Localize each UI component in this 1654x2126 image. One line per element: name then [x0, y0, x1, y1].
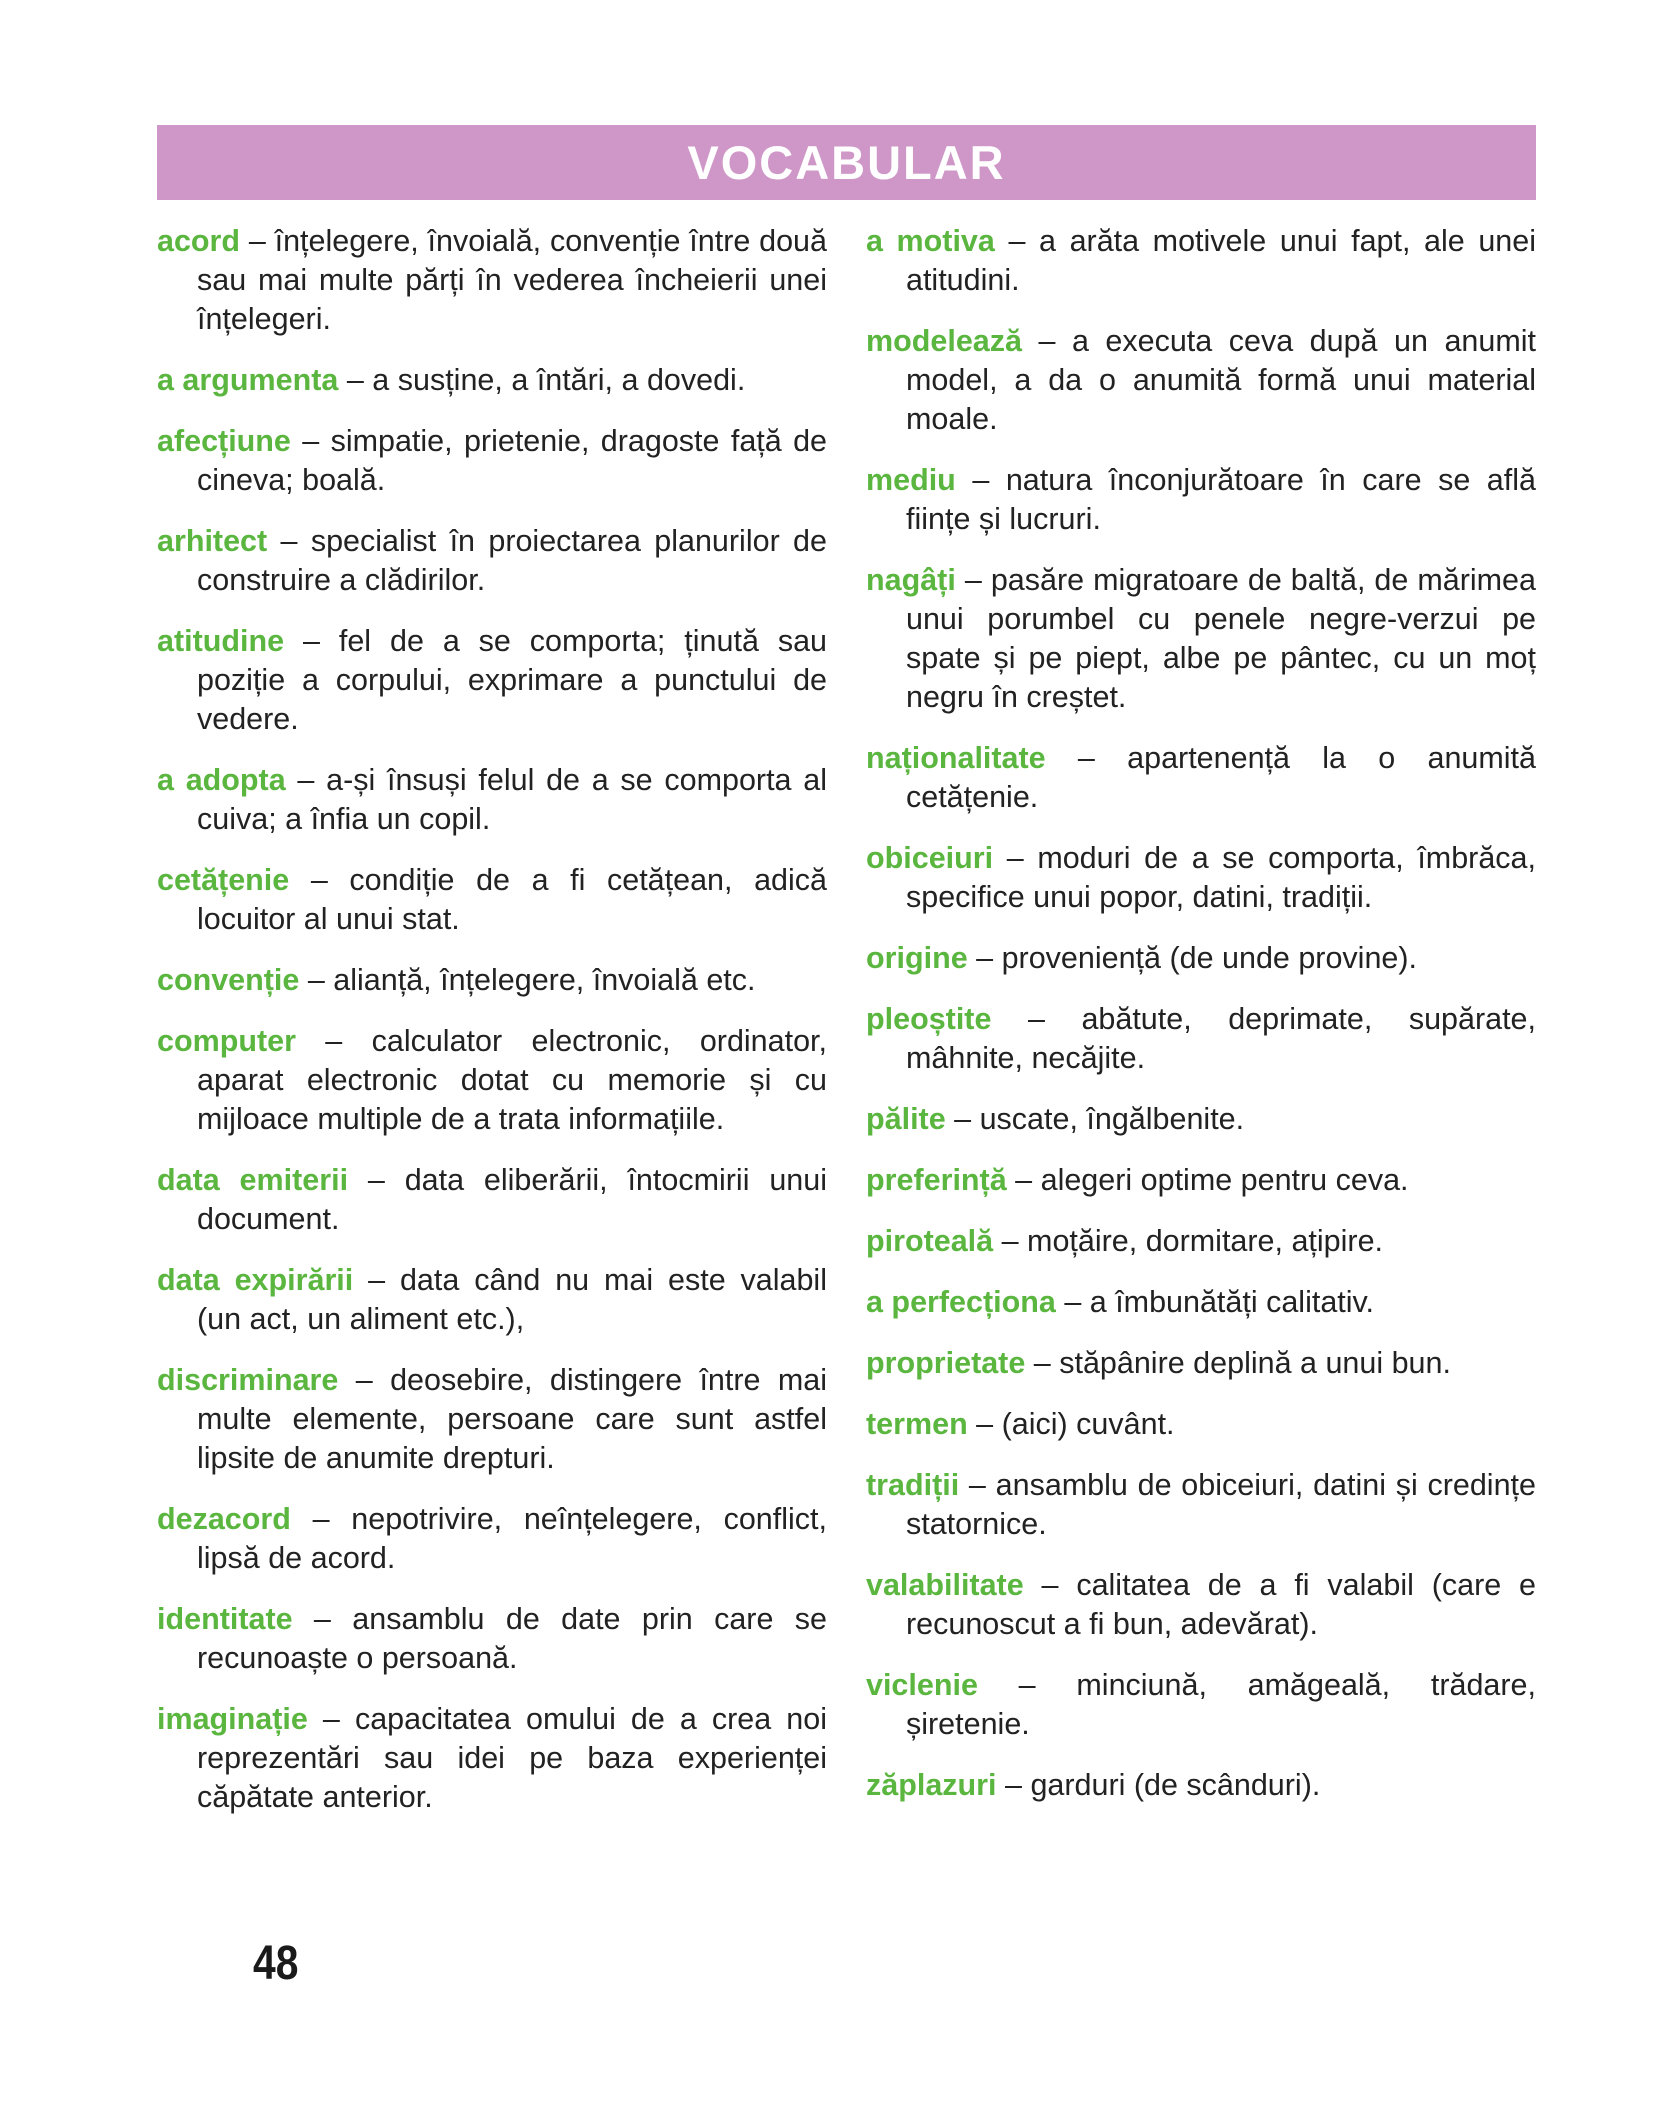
glossary-definition: minciună, amăgeală, trădare, șiretenie. — [906, 1668, 1536, 1741]
glossary-definition: apartenență la o anumită cetățenie. — [906, 741, 1536, 814]
glossary-term: preferință — [866, 1163, 1007, 1197]
glossary-definition: natura înconjurătoare în care se află ființe și lucruri. — [906, 463, 1536, 536]
glossary-separator: – — [284, 624, 339, 658]
glossary-term: pălite — [866, 1102, 946, 1136]
glossary-term: arhitect — [157, 524, 268, 558]
glossary-entry — [157, 1361, 827, 1478]
glossary-entry — [866, 322, 1536, 439]
glossary-definition: ansamblu de obiceiuri, datini și credințe statornice. — [906, 1468, 1536, 1541]
glossary-definition: a executa ceva după un anumit model, a da o anumită formă unui material moale. — [906, 324, 1536, 436]
glossary-term: piroteală — [866, 1224, 994, 1258]
glossary-definition: data când nu mai este valabil (un act, un aliment etc.), — [197, 1263, 827, 1336]
glossary-definition: proveniență (de unde provine). — [1001, 941, 1418, 975]
glossary-entry — [866, 1566, 1536, 1644]
glossary-entry — [157, 1600, 827, 1678]
glossary-definition: data eliberării, întocmirii unui document. — [197, 1163, 827, 1236]
glossary-separator: – — [338, 1363, 391, 1397]
glossary-definition: garduri (de scânduri). — [1030, 1768, 1321, 1802]
glossary-term: mediu — [866, 463, 956, 497]
glossary-definition: stăpânire deplină a unui bun. — [1059, 1346, 1451, 1380]
glossary-separator: – — [955, 463, 1006, 497]
glossary-definition: uscate, îngălbenite. — [979, 1102, 1245, 1136]
glossary-definition: deosebire, distingere între mai multe elemente, persoane care sunt astfel lipsite de anumite drepturi. — [197, 1363, 827, 1475]
glossary-term: computer — [157, 1024, 296, 1058]
glossary-separator: – — [959, 1468, 996, 1502]
glossary-separator: – — [299, 963, 334, 997]
glossary-definition: fel de a se comporta; ținută sau poziție a corpului, exprimare a punctului de vedere. — [197, 624, 827, 736]
glossary-entry — [866, 1283, 1536, 1322]
glossary-entry — [866, 839, 1536, 917]
glossary-separator: – — [993, 841, 1038, 875]
glossary-definition: alegeri optime pentru ceva. — [1040, 1163, 1409, 1197]
glossary-term: a argumenta — [157, 363, 339, 397]
glossary-entry — [157, 861, 827, 939]
glossary-term: obiceiuri — [866, 841, 994, 875]
glossary-separator: – — [1025, 1346, 1060, 1380]
glossary-separator: – — [967, 941, 1002, 975]
glossary-separator: – — [977, 1668, 1077, 1702]
glossary-entry — [157, 361, 827, 400]
vocabulary-columns — [157, 222, 1536, 1839]
glossary-definition: nepotrivire, neînțelegere, conflict, lipsă de acord. — [197, 1502, 827, 1575]
glossary-separator: – — [292, 1602, 353, 1636]
glossary-term: naționalitate — [866, 741, 1046, 775]
glossary-entry — [866, 1405, 1536, 1444]
glossary-definition: moduri de a se comporta, îmbrăca, specifice unui popor, datini, tradiții. — [906, 841, 1536, 914]
glossary-definition: pasăre migratoare de baltă, de mărimea unui porumbel cu penele negre-verzui pe spate și pe piept, albe pe pântec, cu un moț negru în creștet. — [906, 563, 1536, 714]
glossary-entry — [157, 1022, 827, 1139]
glossary-definition: calitatea de a fi valabil (care e recunoscut a fi bun, adevărat). — [906, 1568, 1537, 1641]
glossary-term: nagâți — [866, 563, 956, 597]
glossary-separator: – — [955, 563, 991, 597]
glossary-separator: – — [993, 1224, 1028, 1258]
glossary-term: a motiva — [866, 224, 995, 258]
glossary-definition: (aici) cuvânt. — [1001, 1407, 1175, 1441]
glossary-entry — [866, 1766, 1536, 1805]
glossary-definition: a arăta motivele unui fapt, ale unei atitudini. — [906, 224, 1536, 297]
glossary-entry — [866, 222, 1536, 300]
glossary-entry — [866, 739, 1536, 817]
glossary-entry — [866, 1466, 1536, 1544]
glossary-term: termen — [866, 1407, 968, 1441]
glossary-separator: – — [1055, 1285, 1090, 1319]
glossary-separator: – — [991, 1002, 1082, 1036]
glossary-definition: moțăire, dormitare, ațipire. — [1027, 1224, 1384, 1258]
glossary-term: atitudine — [157, 624, 285, 658]
glossary-term: a perfecționa — [866, 1285, 1056, 1319]
glossary-entry — [866, 1000, 1536, 1078]
glossary-entry — [157, 1500, 827, 1578]
glossary-entry — [157, 422, 827, 500]
glossary-term: afecțiune — [157, 424, 291, 458]
glossary-term: viclenie — [866, 1668, 978, 1702]
glossary-separator: – — [338, 363, 373, 397]
glossary-entry — [866, 939, 1536, 978]
glossary-definition: a-și însuși felul de a se comporta al cuiva; a înfia un copil. — [197, 763, 827, 836]
glossary-entry — [866, 561, 1536, 717]
glossary-term: data emiterii — [157, 1163, 349, 1197]
glossary-separator: – — [285, 763, 327, 797]
glossary-definition: alianță, înțelegere, învoială etc. — [333, 963, 756, 997]
glossary-entry — [157, 522, 827, 600]
glossary-definition: condiție de a fi cetățean, adică locuitor al unui stat. — [197, 863, 827, 936]
glossary-term: origine — [866, 941, 968, 975]
glossary-separator: – — [289, 863, 350, 897]
glossary-entry — [157, 622, 827, 739]
glossary-entry — [157, 1700, 827, 1817]
glossary-separator: – — [295, 1024, 372, 1058]
glossary-term: valabilitate — [866, 1568, 1024, 1602]
glossary-entry — [157, 222, 827, 339]
glossary-term: a adopta — [157, 763, 286, 797]
glossary-entry — [866, 1222, 1536, 1261]
glossary-term: tradiții — [866, 1468, 960, 1502]
section-banner — [157, 125, 1536, 200]
glossary-separator: – — [1023, 1568, 1077, 1602]
glossary-definition: înțelegere, învoială, convenție între două sau mai multe părți în vederea încheierii unei înțelegeri. — [197, 224, 827, 336]
glossary-separator: – — [996, 1768, 1031, 1802]
glossary-separator: – — [1045, 741, 1128, 775]
glossary-definition: capacitatea omului de a crea noi reprezentări sau idei pe baza experienței căpătate anterior. — [197, 1702, 827, 1814]
glossary-term: acord — [157, 224, 241, 258]
glossary-entry — [866, 1666, 1536, 1744]
glossary-separator: – — [267, 524, 311, 558]
right-column — [866, 222, 1536, 1839]
glossary-separator: – — [290, 1502, 352, 1536]
glossary-separator: – — [240, 224, 275, 258]
glossary-definition: calculator electronic, ordinator, aparat electronic dotat cu memorie și cu mijloace multiple de a trata informațiile. — [197, 1024, 827, 1136]
glossary-separator: – — [994, 224, 1040, 258]
glossary-definition: ansamblu de date prin care se recunoaște o persoană. — [197, 1602, 827, 1675]
glossary-entry — [866, 461, 1536, 539]
glossary-definition: a susține, a întări, a dovedi. — [372, 363, 746, 397]
glossary-definition: abătute, deprimate, supărate, mâhnite, necăjite. — [906, 1002, 1536, 1075]
glossary-term: imaginație — [157, 1702, 308, 1736]
glossary-term: proprietate — [866, 1346, 1026, 1380]
glossary-entry — [866, 1344, 1536, 1383]
glossary-entry — [157, 1261, 827, 1339]
glossary-separator: – — [1006, 1163, 1041, 1197]
page-number: 48 — [253, 1937, 299, 1990]
glossary-separator: – — [1021, 324, 1072, 358]
glossary-entry — [866, 1100, 1536, 1139]
glossary-term: identitate — [157, 1602, 293, 1636]
glossary-term: discriminare — [157, 1363, 339, 1397]
glossary-term: data expirării — [157, 1263, 354, 1297]
glossary-entry — [157, 1161, 827, 1239]
glossary-entry — [157, 761, 827, 839]
glossary-separator: – — [307, 1702, 355, 1736]
glossary-term: modelează — [866, 324, 1022, 358]
glossary-term: pleoștite — [866, 1002, 992, 1036]
glossary-separator: – — [945, 1102, 980, 1136]
glossary-term: zăplazuri — [866, 1768, 997, 1802]
glossary-definition: simpatie, prietenie, dragoste față de cineva; boală. — [197, 424, 827, 497]
glossary-entry — [157, 961, 827, 1000]
glossary-separator: – — [967, 1407, 1002, 1441]
glossary-definition: a îmbunătăți calitativ. — [1089, 1285, 1375, 1319]
glossary-separator: – — [290, 424, 331, 458]
glossary-term: dezacord — [157, 1502, 291, 1536]
glossary-separator: – — [348, 1163, 405, 1197]
left-column — [157, 222, 827, 1839]
glossary-definition: specialist în proiectarea planurilor de construire a clădirilor. — [197, 524, 827, 597]
glossary-entry — [866, 1161, 1536, 1200]
glossary-term: cetățenie — [157, 863, 290, 897]
glossary-term: convenție — [157, 963, 300, 997]
glossary-separator: – — [353, 1263, 400, 1297]
section-title: VOCABULAR — [687, 136, 1006, 189]
